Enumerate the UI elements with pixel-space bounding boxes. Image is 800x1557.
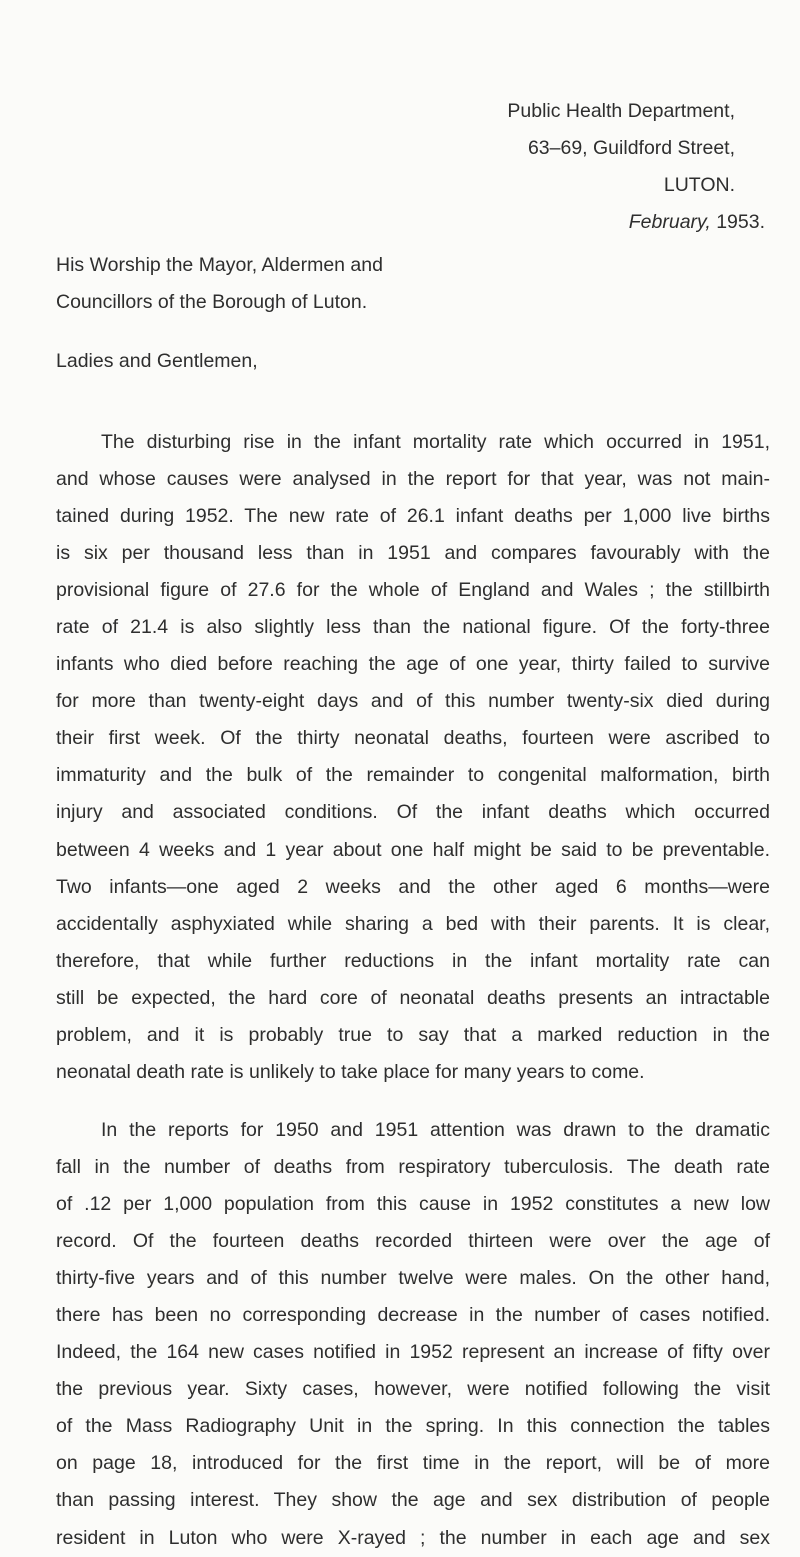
text-line: rate of 21.4 is also slightly less than the national figure. Of the forty-three (56, 616, 770, 639)
text-line: The disturbing rise in the infant mortality rate which occurred in 1951, (101, 431, 770, 453)
text-line: neonatal death rate is unlikely to take place for many years to come. (56, 1060, 645, 1083)
text-line: between 4 weeks and 1 year about one half might be said to be preventable. (56, 838, 770, 861)
text-line: accidentally asphyxiated while sharing a bed with their parents. It is clear, (56, 912, 770, 935)
text-line: for more than twenty-eight days and of this number twenty-six died during (56, 690, 770, 713)
greeting: Ladies and Gentlemen, (56, 350, 258, 372)
text-line: on page 18, introduced for the first time in the report, will be of more (56, 1452, 770, 1475)
addressee-line-2: Councillors of the Borough of Luton. (56, 291, 368, 313)
text-line: infants who died before reaching the age of one year, thirty failed to survive (56, 653, 770, 676)
date-month: February, (628, 211, 711, 233)
text-line: provisional figure of 27.6 for the whole of England and Wales ; the stillbirth (56, 579, 770, 602)
text-line: of the Mass Radiography Unit in the spring. In this connection the tables (56, 1415, 770, 1438)
text-line: thirty-five years and of this number twelve were males. On the other hand, (56, 1267, 770, 1290)
paragraph-infant-mortality (56, 424, 770, 1091)
text-line: record. Of the fourteen deaths recorded thirteen were over the age of (56, 1230, 770, 1253)
text-line: their first week. Of the thirty neonatal deaths, fourteen were ascribed to (56, 727, 770, 750)
text-line: is six per thousand less than in 1951 and compares favourably with the (56, 542, 770, 565)
text-line: immaturity and the bulk of the remainder to congenital malformation, birth (56, 764, 770, 787)
text-line: problem, and it is probably true to say that a marked reduction in the (56, 1023, 770, 1046)
letter-date (507, 204, 765, 241)
text-line: fall in the number of deaths from respiratory tuberculosis. The death rate (56, 1156, 770, 1179)
text-line: there has been no corresponding decrease in the number of cases notified. (56, 1304, 770, 1327)
text-line: injury and associated conditions. Of the infant deaths which occurred (56, 801, 770, 824)
text-line: tained during 1952. The new rate of 26.1 infant deaths per 1,000 live births (56, 505, 770, 528)
text-line: of .12 per 1,000 population from this cause in 1952 constitutes a new low (56, 1193, 770, 1216)
date-year: 1953. (716, 211, 765, 233)
text-line: still be expected, the hard core of neonatal deaths presents an intractable (56, 986, 770, 1009)
addressee (56, 247, 383, 321)
text-line: and whose causes were analysed in the report for that year, was not main- (56, 468, 770, 491)
paragraph-tuberculosis (56, 1112, 770, 1557)
town-line: LUTON. (663, 174, 735, 196)
text-line: Indeed, the 164 new cases notified in 1952 represent an increase of fifty over (56, 1341, 770, 1364)
department-line: Public Health Department, (507, 100, 735, 122)
text-line: In the reports for 1950 and 1951 attention was drawn to the dramatic (101, 1119, 770, 1141)
letterhead-address (507, 93, 765, 241)
text-line: Two infants—one aged 2 weeks and the other aged 6 months—were (56, 875, 770, 898)
text-line: therefore, that while further reductions in the infant mortality rate can (56, 949, 770, 972)
addressee-line-1: His Worship the Mayor, Aldermen and (56, 254, 383, 276)
text-line: than passing interest. They show the age and sex distribution of people (56, 1489, 770, 1512)
street-line: 63–69, Guildford Street, (527, 137, 735, 159)
text-line: resident in Luton who were X-rayed ; the number in each age and sex (56, 1526, 770, 1549)
text-line: the previous year. Sixty cases, however, were notified following the visit (56, 1378, 770, 1401)
